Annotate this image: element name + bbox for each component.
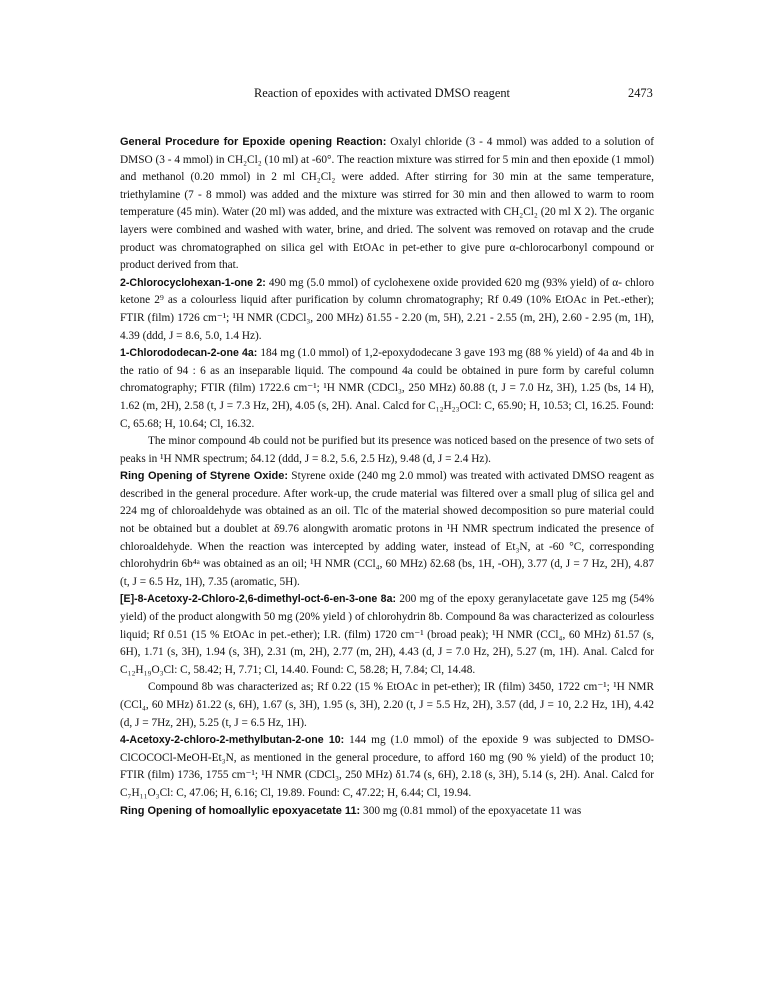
section-heading: Ring Opening of Styrene Oxide: xyxy=(120,470,289,483)
paragraph-minor-compound-4b: The minor compound 4b could not be purified but its presence was noticed based on the presence of two sets of peaks in ¹H NMR spectrum; δ4.12 (ddd, J = 8.2, 5.6, 2.5 Hz), 9.48 (d, J = 2.4 Hz). xyxy=(120,435,654,465)
paragraph-compound-2 xyxy=(120,275,654,345)
compound-heading: 2-Chlorocyclohexan-1-one 2: xyxy=(120,276,266,289)
running-title: Reaction of epoxides with activated DMSO reagent xyxy=(254,86,510,100)
compound-heading: 1-Chlorododecan-2-one 4a: xyxy=(120,347,258,360)
page-number: 2473 xyxy=(628,86,653,100)
paragraph-text: 200 mg of the epoxy geranylacetate gave 125 mg (54% yield) of the product alongwith 50 mg (20% yield ) of chlorohydrin 8b. Compound 8a was characterized as colourless liquid; Rf 0.51 (15 % EtOAc in pet.-ether); I.R. (film) 1720 cm⁻¹ (broad peak); ¹H NMR (CCl₄, 60 MHz) δ1.57 (s, 6H), 1.71 (s, 3H), 1.94 (s, 3H), 2.31 (m, 2H), 2.77 (m, 2H), 4.43 (d, J = 7.0 Hz, 2H), 5.27 (m, 1H). Anal. Calcd for C₁₂H₁₉O₃Cl: C, 58.42; H, 7.71; Cl, 14.40. Found: C, 58.28; H, 7.84; Cl, 14.48. xyxy=(120,593,655,676)
article-body xyxy=(120,134,654,820)
paragraph-homoallylic-epoxyacetate xyxy=(120,803,654,821)
paragraph-compound-8b: Compound 8b was characterized as; Rf 0.22 (15 % EtOAc in pet-ether); IR (film) 3450, 1722 cm⁻¹; ¹H NMR (CCl₄, 60 MHz) δ1.22 (s, 6H), 1.67 (s, 3H), 1.95 (s, 3H), 2.20 (t, J = 5.5 Hz, 2H), 3.57 (dd, J = 10, 2.2 Hz, 1H), 4.42 (d, J = 7Hz, 2H), 5.25 (t, J = 6.5 Hz, 1H). xyxy=(120,681,654,729)
paragraph-styrene-oxide xyxy=(120,468,654,591)
paragraph-general-procedure xyxy=(120,134,654,275)
paragraph-text: 144 mg (1.0 mmol) of the epoxide 9 was subjected to DMSO-ClCOCOCl-MeOH-Et₃N, as mentioned in the general procedure, to afford 160 mg (90 % yield) of the product 10; FTIR (film) 1736, 1755 cm⁻¹; ¹H NMR (CDCl₃, 250 MHz) δ1.74 (s, 6H), 2.18 (s, 3H), 5.14 (s, 2H). Anal. Calcd for C₇H₁₁O₃Cl: C, 47.06; H, 6.16; Cl, 19.89. Found: C, 47.22; H, 6.44; Cl, 19.94. xyxy=(120,734,655,799)
paragraph-text: 184 mg (1.0 mmol) of 1,2-epoxydodecane 3 gave 193 mg (88 % yield) of 4a and 4b in the ratio of 94 : 6 as an inseparable liquid. The compound 4a could be obtained in pure form by careful column chromatography; FTIR (film) 1722.6 cm⁻¹; ¹H NMR (CDCl₃, 250 MHz) δ0.88 (t, J = 7.0 Hz, 3H), 1.25 (bs, 14 H), 1.62 (m, 2H), 2.58 (t, J = 7.3 Hz, 2H), 4.05 (s, 2H). Anal. Calcd for C₁₂H₂₃OCl: C, 65.90; H, 10.53; Cl, 16.25. Found: C, 65.68; H, 10.64; Cl, 16.32. xyxy=(120,347,654,430)
paragraph-text: 490 mg (5.0 mmol) of cyclohexene oxide provided 620 mg (93% yield) of α- chloro ketone 2⁹ as a colourless liquid after purification by column chromatography; Rf 0.49 (10% EtOAc in Pet.-ether); FTIR (film) 1726 cm⁻¹; ¹H NMR (CDCl₃, 200 MHz) δ1.55 - 2.20 (m, 5H), 2.21 - 2.55 (m, 2H), 2.60 - 2.95 (m, 1H), 4.39 (ddd, J = 8.6, 5.0, 1.4 Hz). xyxy=(120,276,654,342)
section-heading: General Procedure for Epoxide opening Reaction: xyxy=(120,136,387,148)
paragraph-text: Oxalyl chloride (3 - 4 mmol) was added to a solution of DMSO (3 - 4 mmol) in CH₂Cl₂ (10 ml) at -60°. The reaction mixture was stirred for 5 min and then epoxide (1 mmol) and methanol (0.20 mmol) in 2 ml CH₂Cl₂ were added. After stirring for 30 min at the same temperature, triethylamine (7 - 8 mmol) was added and the mixture was stirred for 30 min and then allowed to warm to room temperature (45 min). Water (20 ml) was added, and the mixture was extracted with CH₂Cl₂ (20 ml X 2). The organic layers were combined and washed with water, brine, and dried. The solvent was removed on rotavap and the crude product was chromatographed on silica gel with EtOAc in pet-ether to give pure α-chlorocarbonyl compound or product derived from that. xyxy=(120,136,654,272)
paragraph-text: 300 mg (0.81 mmol) of the epoxyacetate 11 was xyxy=(360,804,582,817)
paragraph-compound-8a xyxy=(120,591,654,679)
paragraph-compound-10 xyxy=(120,732,654,802)
compound-heading: [E]-8-Acetoxy-2-Chloro-2,6-dimethyl-oct-6-en-3-one 8a: xyxy=(120,593,396,606)
section-heading: Ring Opening of homoallylic epoxyacetate 11: xyxy=(120,804,361,817)
compound-heading: 4-Acetoxy-2-chloro-2-methylbutan-2-one 10: xyxy=(120,734,345,747)
paragraph-compound-4a xyxy=(120,345,654,433)
paragraph-text: Styrene oxide (240 mg 2.0 mmol) was treated with activated DMSO reagent as described in the general procedure. After work-up, the crude material was filtered over a small plug of silica gel and 224 mg of chloroaldehyde was obtained as an oil. Tlc of the material showed decomposition so pure material could not be obtained but a doublet at δ9.76 alongwith aromatic protons in ¹H NMR spectrum indicated the presence of chloroaldehyde. When the reaction was intercepted by adding water, instead of Et₃N, at -60 °C, corresponding chlorohydrin 6b⁴ᵃ was obtained as an oil; ¹H NMR (CCl₄, 60 MHz) δ2.68 (bs, 1H, -OH), 3.77 (d, J = 7 Hz, 2H), 4.87 (t, J = 6.5 Hz, 1H), 7.35 (aromatic, 5H). xyxy=(120,470,654,588)
running-header xyxy=(0,84,768,102)
